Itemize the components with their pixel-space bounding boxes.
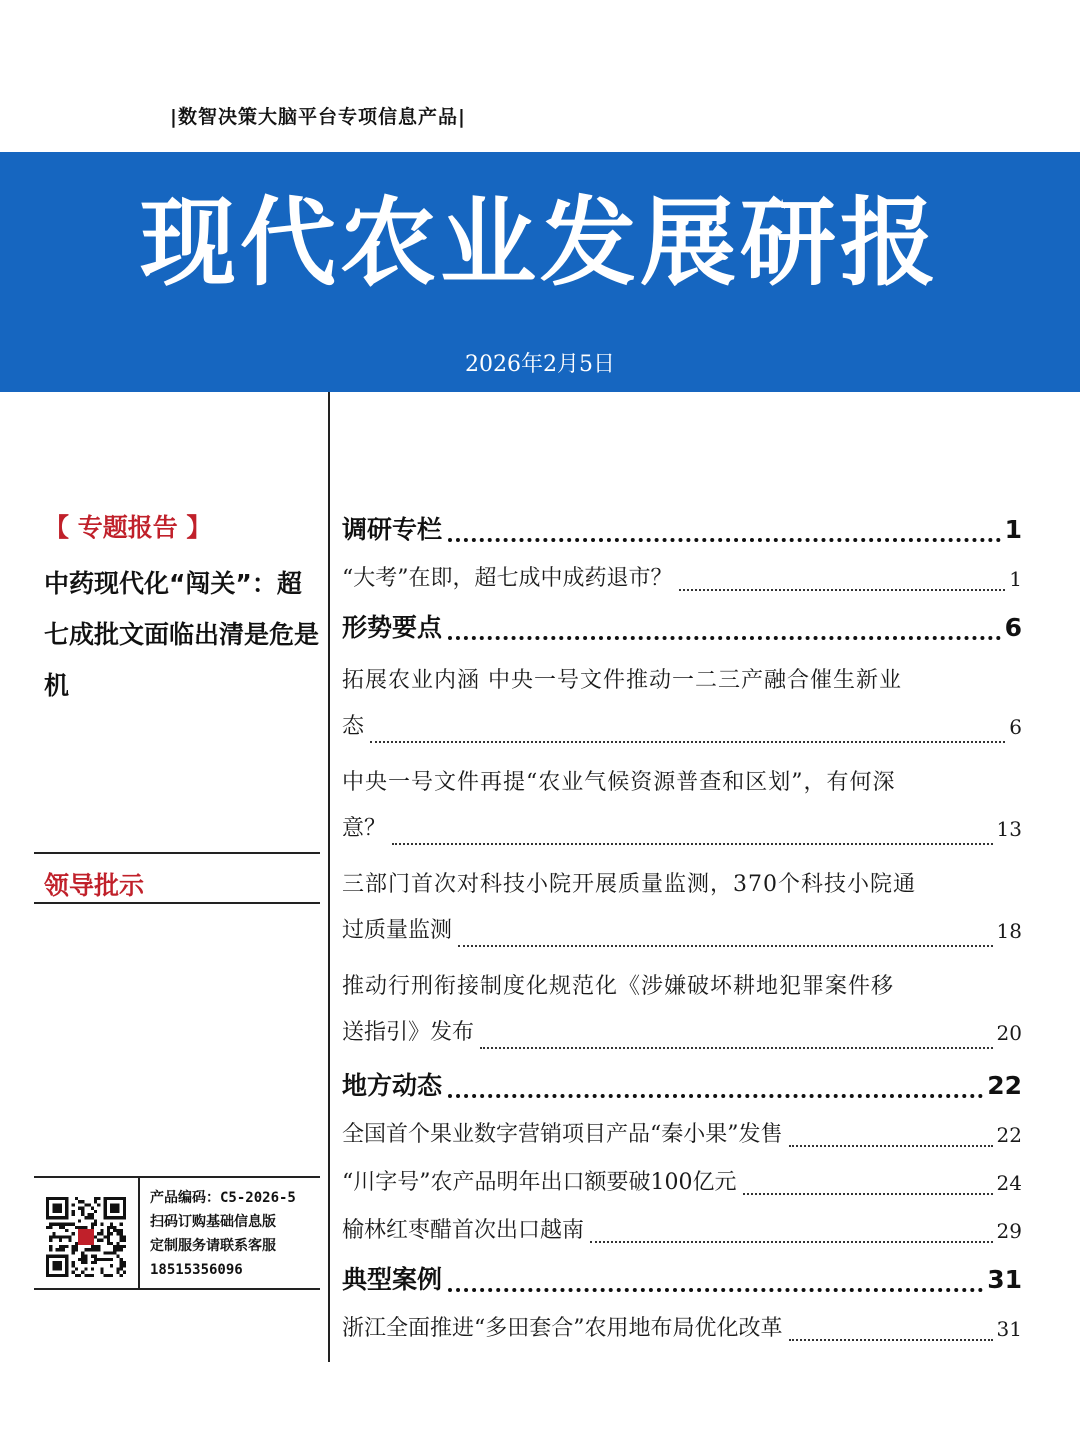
toc-leader [448,636,1001,640]
toc-item[interactable] [342,1116,1022,1154]
title-banner [0,152,1080,392]
divider-line [34,902,320,904]
toc-item-title-line2: 意？ [342,816,387,841]
toc-item[interactable] [342,862,1022,954]
divider-line [138,1178,140,1290]
product-service-note: 定制服务请联系客服 [150,1238,276,1254]
toc-leader [448,538,1001,542]
toc-leader [590,1241,993,1243]
toc-item-title: “大考”在即，超七成中成药退市？ [342,566,673,591]
product-phone: 18515356096 [150,1262,243,1278]
report-title: 现代农业发展研报 [140,187,940,299]
qr-code-icon[interactable] [46,1197,126,1277]
toc-section-title: 典型案例 [342,1265,443,1294]
toc-leader [448,1288,983,1292]
toc-page-number: 1 [1009,567,1022,591]
toc-page-number: 29 [996,1219,1022,1243]
toc-page-number: 18 [996,919,1022,943]
toc-item[interactable] [342,1212,1022,1250]
toc-section[interactable] [342,1260,1022,1300]
toc-page-number: 31 [996,1317,1022,1341]
toc-item-title-line1: 拓展农业内涵 中央一号文件推动一二三产融合催生新业 [342,668,902,693]
toc-item[interactable] [342,964,1022,1056]
toc-item[interactable] [342,658,1022,750]
toc-item-title: 全国首个果业数字营销项目产品“秦小果”发售 [342,1122,783,1147]
toc-page-number: 6 [1009,715,1022,739]
toc-item[interactable] [342,1164,1022,1202]
divider-line [34,852,320,854]
report-date: 2026年2月5日 [465,352,615,377]
toc-page-number: 22 [987,1071,1022,1100]
divider-line [34,1288,320,1290]
toc-leader [789,1145,993,1147]
toc-item-title: “川字号”农产品明年出口额要破100亿元 [342,1170,737,1195]
toc-leader [370,741,1005,743]
product-order-note: 扫码订购基础信息版 [150,1214,276,1230]
toc-section-title: 调研专栏 [342,515,443,544]
product-info [150,1186,325,1282]
divider-line [34,1176,320,1178]
toc-leader [789,1339,993,1341]
toc-item-title-line2: 过质量监测 [342,918,453,943]
toc-section[interactable] [342,1066,1022,1106]
toc-section-title: 形势要点 [342,613,443,642]
toc-item-title-line2: 态 [342,714,365,739]
toc-section-title: 地方动态 [342,1071,443,1100]
toc-section[interactable] [342,608,1022,648]
toc-leader [743,1193,993,1195]
toc-leader [480,1047,993,1049]
toc-section[interactable] [342,510,1022,550]
toc-leader [679,589,1006,591]
toc-item-title: 浙江全面推进“多田套合”农用地布局优化改革 [342,1316,783,1341]
leader-comment-label: 领导批示 [44,871,145,900]
toc-item-title-line1: 推动行刑衔接制度化规范化《涉嫌破坏耕地犯罪案件移 [342,974,895,999]
special-report-tag: 【 专题报告 】 [44,513,212,542]
toc-item[interactable] [342,760,1022,852]
toc-item[interactable] [342,560,1022,598]
toc-page-number: 6 [1004,613,1022,642]
toc-item-title-line2: 送指引》发布 [342,1020,475,1045]
toc-page-number: 20 [996,1021,1022,1045]
toc-item-title-line1: 三部门首次对科技小院开展质量监测，370个科技小院通 [342,872,916,897]
special-report-title: 中药现代化“闯关”：超七成批文面临出清是危是机 [44,569,320,700]
product-series-tag: |数智决策大脑平台专项信息产品| [170,106,466,128]
toc-page-number: 13 [996,817,1022,841]
toc-leader [448,1094,983,1098]
toc-page-number: 24 [996,1171,1022,1195]
toc-page-number: 22 [996,1123,1022,1147]
toc-item[interactable] [342,1310,1022,1348]
toc-page-number: 1 [1004,515,1022,544]
toc-leader [458,945,993,947]
product-code: 产品编码：C5-2026-5 [150,1190,296,1206]
toc-item-title: 榆林红枣醋首次出口越南 [342,1218,585,1243]
column-divider [328,392,330,1362]
toc-page-number: 31 [987,1265,1022,1294]
toc-item-title-line1: 中央一号文件再提“农业气候资源普查和区划”，有何深 [342,770,896,795]
toc-leader [392,843,993,845]
table-of-contents [342,510,1022,1358]
